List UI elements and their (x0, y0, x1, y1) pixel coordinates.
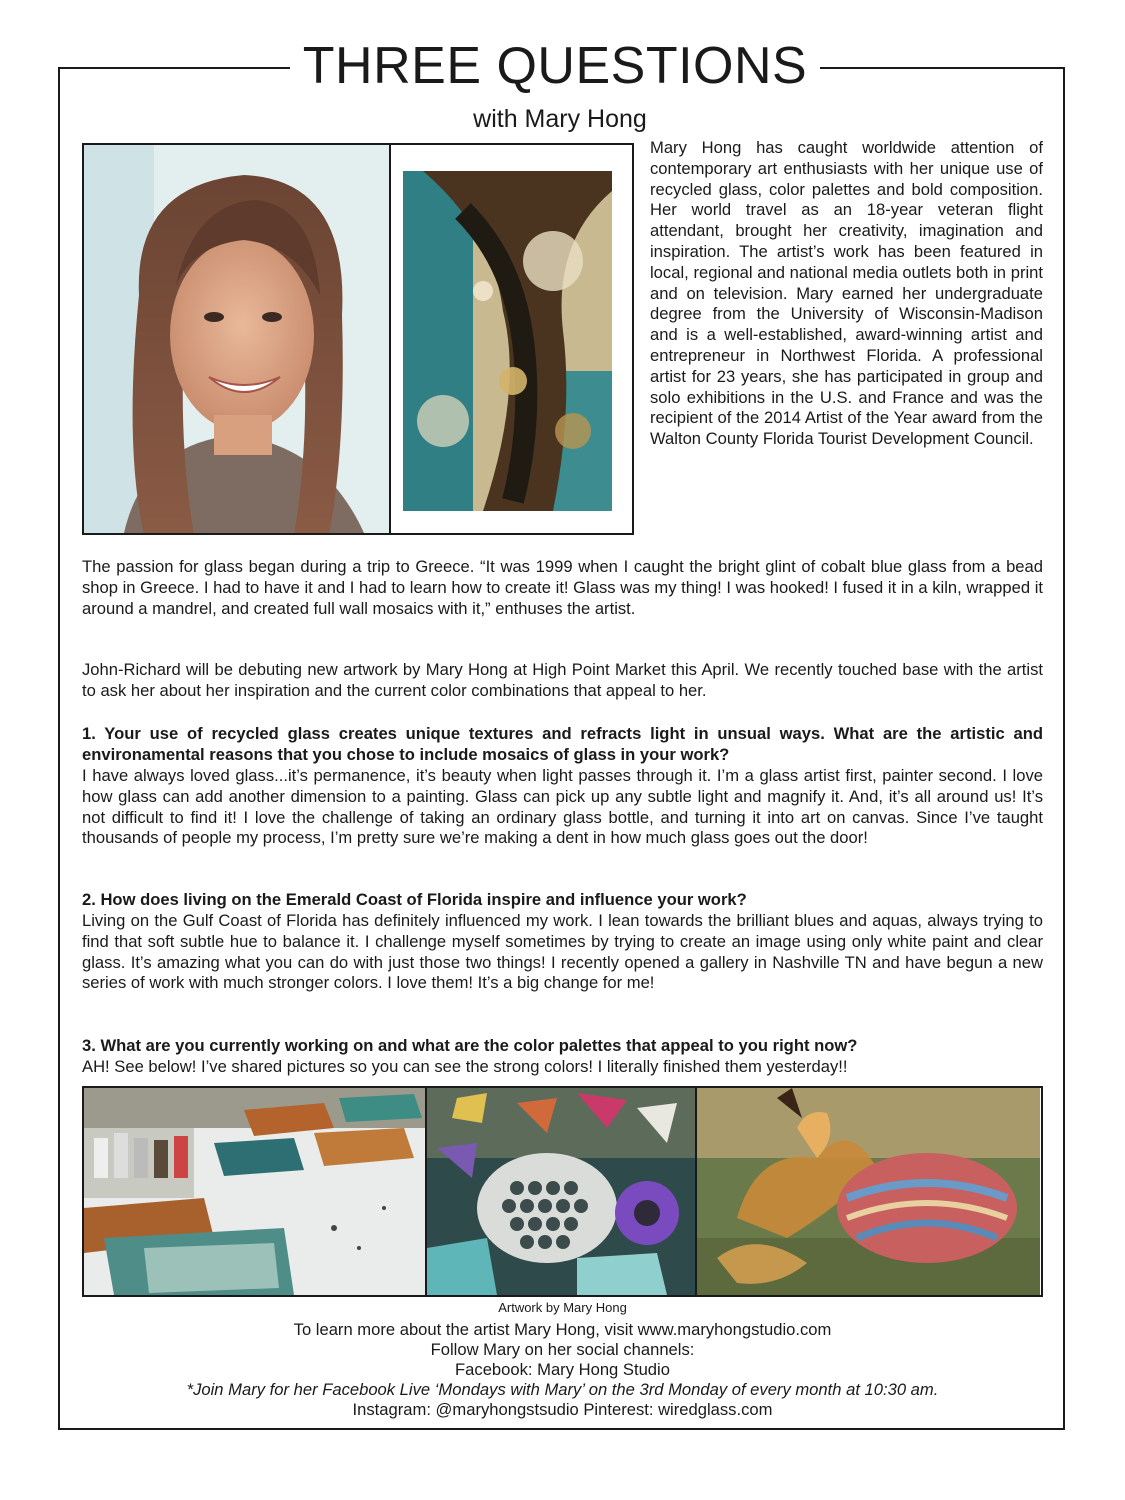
glass-sculpture-photo (697, 1088, 1041, 1295)
instagram-pinterest-line: Instagram: @maryhongstsudio Pinterest: wiredglass.com (352, 1400, 773, 1419)
follow-line: Follow Mary on her social channels: (430, 1340, 695, 1359)
featured-artwork (403, 171, 612, 511)
answer-3: AH! See below! I’ve shared pictures so you can see the strong colors! I literally finished them yesterday!! (82, 1057, 848, 1076)
featured-artwork-panel (391, 145, 632, 533)
page-title: THREE QUESTIONS (290, 28, 820, 104)
question-2: 2. How does living on the Emerald Coast of Florida inspire and influence your work? (82, 890, 747, 909)
paragraph-debut: John-Richard will be debuting new artwork by Mary Hong at High Point Market this April. We recently touched base with the artist to ask her about her inspiration and the current color combinations that appeal to her. (82, 660, 1043, 700)
facebook-live-line: *Join Mary for her Facebook Live ‘Mondays with Mary’ on the 3rd Monday of every month at 10:30 am. (186, 1380, 939, 1399)
paragraph-greece: The passion for glass began during a trip to Greece. “It was 1999 when I caught the bright glint of cobalt blue glass from a bead shop in Greece. I had to have it and I had to learn how to create it! Glass was my thing! I was hooked! I fused it in a kiln, wrapped it around a mandrel, and created full wall mosaics with it,” enthuses the artist. (82, 557, 1043, 618)
facebook-line: Facebook: Mary Hong Studio (455, 1360, 670, 1379)
artwork-photo-row (82, 1086, 1043, 1297)
photo-caption: Artwork by Mary Hong (498, 1300, 627, 1315)
studio-photo (84, 1088, 427, 1295)
question-3: 3. What are you currently working on and what are the color palettes that appeal to you right now? (82, 1036, 858, 1055)
answer-1: I have always loved glass...it’s permanence, it’s beauty when light passes through it. I’m a glass artist first, painter second. I love how glass can add another dimension to a painting. Glass can pick up any subtle light and magnify it. And, it’s all around us! It’s not difficult to find it! I love the challenge of taking an ordinary glass bottle, and turning it into art on canvas. Since I’ve taught thousands of people my process, I’m pretty sure we’re making a dent in how much glass goes out the door! (82, 766, 1043, 848)
question-1: 1. Your use of recycled glass creates unique textures and refracts light in unsual ways. What are the artistic and environamental reasons that you chose to include mosaics of glass in your work? (82, 724, 1043, 764)
answer-2: Living on the Gulf Coast of Florida has definitely influenced my work. I lean towards the brilliant blues and aquas, always trying to find that soft subtle hue to balance it. I challenge myself sometimes by trying to create an image using only white paint and clear glass. It’s amazing what you can do with just those two things! I recently opened a gallery in Nashville TN and have begun a new series of work with much stronger colors. I love them! It’s a big change for me! (82, 911, 1043, 993)
glass-pieces-photo (427, 1088, 697, 1295)
artist-bio: Mary Hong has caught worldwide attention of contemporary art enthusiasts with her unique use of recycled glass, color palettes and bold composition. Her world travel as an 18-year veteran flight attendant, brought her creativity, imagination and inspiration. The artist’s work has been featured in local, regional and national media outlets both in print and on television. Mary earned her undergraduate degree from the University of Wisconsin-Madison and is a well-established, award-winning artist and entrepreneur in Northwest Florida. A professional artist for 23 years, she has participated in group and solo exhibitions in the U.S. and France and was the recipient of the 2014 Artist of the Year award from the Walton County Florida Tourist Development Council. (650, 138, 1043, 449)
artist-portrait (84, 145, 391, 533)
learn-more-line: To learn more about the artist Mary Hong, visit www.maryhongstudio.com (293, 1320, 832, 1339)
feature-images (82, 143, 634, 535)
page-subtitle: with Mary Hong (473, 105, 647, 133)
